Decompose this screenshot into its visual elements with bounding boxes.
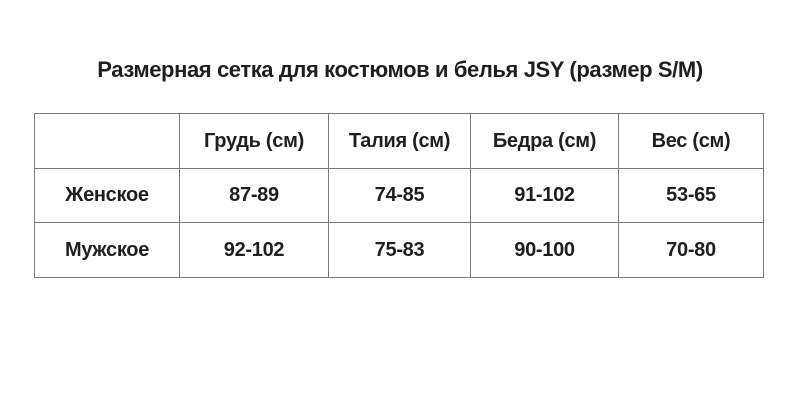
cell-male-weight: 70-80	[619, 223, 764, 278]
cell-female-waist: 74-85	[329, 169, 471, 223]
header-cell-weight: Вес (см)	[619, 114, 764, 169]
table-row-male	[35, 223, 764, 278]
header-cell-waist: Талия (см)	[329, 114, 471, 169]
row-label-female: Женское	[35, 169, 180, 223]
header-cell-hips: Бедра (см)	[471, 114, 619, 169]
cell-female-weight: 53-65	[619, 169, 764, 223]
cell-male-chest: 92-102	[180, 223, 329, 278]
table-header-row	[35, 114, 764, 169]
size-table	[34, 113, 764, 278]
page-title: Размерная сетка для костюмов и белья JSY (размер S/M)	[97, 57, 703, 82]
cell-female-hips: 91-102	[471, 169, 619, 223]
cell-male-hips: 90-100	[471, 223, 619, 278]
header-cell-empty	[35, 114, 180, 169]
cell-female-chest: 87-89	[180, 169, 329, 223]
row-label-male: Мужское	[35, 223, 180, 278]
table-row-female	[35, 169, 764, 223]
cell-male-waist: 75-83	[329, 223, 471, 278]
header-cell-chest: Грудь (см)	[180, 114, 329, 169]
